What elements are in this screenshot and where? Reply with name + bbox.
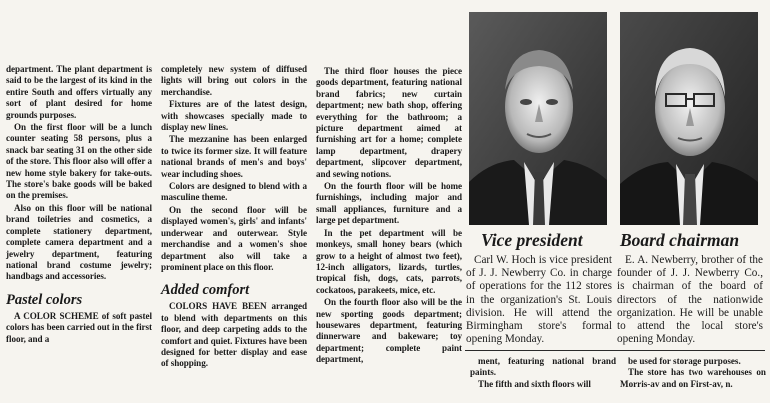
continuation-line-1: ment, featuring national brand paints. xyxy=(470,356,616,378)
article-continuation-2 xyxy=(620,356,766,390)
caption-title-vice-president: Vice president xyxy=(481,230,583,250)
portrait-photo-board-chairman xyxy=(620,12,758,225)
col3-paragraph-1: The third floor houses the piece goods department, featuring national brand fabrics; new curtain department; new bath shop, offering everything for the bathroom; a picture department aimed at furnishing art for a home; complete lamp department, drapery department, slipcover department, and sewing notions. xyxy=(316,66,462,179)
continuation-line-2: The store has two warehouses on Morris-av and on First-av, n. xyxy=(620,367,766,389)
col1-paragraph-3: Also on this floor will be national brand toiletries and cosmetics, a complete stationery department, complete camera department and a jewelry department, featuring national brand costume jewelry; handbags and accessories. xyxy=(6,202,152,282)
caption-body-board-chairman xyxy=(617,254,763,346)
col1-paragraph-4: A COLOR SCHEME of soft pastel colors has been carried out in the first floor, and a xyxy=(6,310,152,344)
col3-paragraph-2: On the fourth floor will be home furnishings, including major and small appliances, furniture and a large pet department. xyxy=(316,181,462,226)
portrait-photo-vice-president xyxy=(469,12,607,225)
col2-paragraph-6: COLORS HAVE BEEN arranged to blend with departments on this floor, and deep carpeting adds to the comfort and quiet. Fixtures have been designed for better display and ease of shopping. xyxy=(161,301,307,369)
col2-paragraph-3: The mezzanine has been enlarged to twice its former size. It will feature national brands of men's and boys' wear including shoes. xyxy=(161,134,307,179)
article-continuation-1 xyxy=(470,356,616,390)
caption-text: Carl W. Hoch is vice president of J. J. Newberry Co. in charge of operations for the 112 stores in the organization's St. Louis division. He will attend the Birmingham store's formal opening Monday. xyxy=(466,254,612,346)
col1-paragraph-2: On the first floor will be a lunch counter seating 58 persons, plus a snack bar seating 31 on the other side of the store. This floor also will offer a new home style bakery for take-outs. The store's bake goods will be baked on the premises. xyxy=(6,122,152,201)
col3-paragraph-3: In the pet department will be monkeys, small honey bears (which grow to a height of almost two feet), 12-inch alligators, lizards, turtles, tropical fish, dogs, cats, parrots, cockatoos, parakeets, mice, etc. xyxy=(316,227,462,295)
col2-paragraph-1: completely new system of diffused lights will bring out colors in the merchandise. xyxy=(161,64,307,97)
caption-text: E. A. Newberry, brother of the founder of J. J. Newberry Co., is chairman of the board of directors of the nationwide organization. He will be unable to attend the local store's opening Monday. xyxy=(617,254,763,346)
caption-body-vice-president xyxy=(466,254,612,346)
col2-paragraph-4: Colors are designed to blend with a masculine theme. xyxy=(161,181,307,203)
divider-rule xyxy=(465,350,765,351)
col2-paragraph-2: Fixtures are of the latest design, with showcases specially made to display new lines. xyxy=(161,99,307,133)
caption-title-board-chairman: Board chairman xyxy=(620,230,740,250)
subhead-added-comfort: Added comfort xyxy=(161,282,250,299)
portrait-image xyxy=(620,12,758,225)
col1-paragraph-1: department. The plant department is said to be the largest of its kind in the entire South and offers virtually any sort of plant desired for home grounds purposes. xyxy=(6,64,152,120)
article-column-1 xyxy=(6,64,152,345)
article-column-2 xyxy=(161,64,307,370)
continuation-line-1: be used for storage purposes. xyxy=(628,356,741,366)
col2-paragraph-5: On the second floor will be displayed women's, girls' and infants' underwear and outerwear. Style merchandise and a women's shoe department also will take a prominent place on this floor. xyxy=(161,204,307,272)
portrait-image xyxy=(469,12,607,225)
col3-paragraph-4: On the fourth floor also will be the new sporting goods department; housewares department, featuring dinnerware and bakeware; toy department; complete paint department, xyxy=(316,297,462,365)
subhead-pastel-colors: Pastel colors xyxy=(6,291,83,308)
article-column-3 xyxy=(316,66,462,366)
continuation-line-2: The fifth and sixth floors will xyxy=(478,378,591,389)
